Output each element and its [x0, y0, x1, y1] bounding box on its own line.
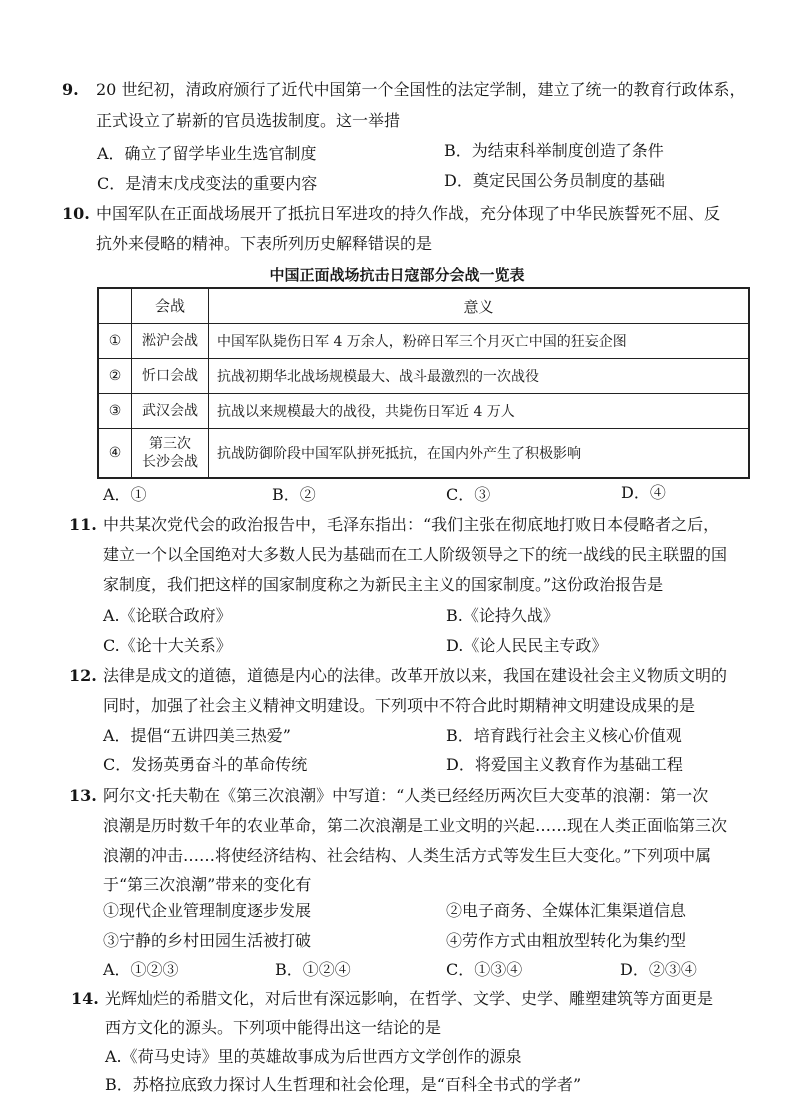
q14-option-b: B．苏格拉底致力探讨人生哲理和社会伦理，是“百科全书式的学者” — [105, 1075, 582, 1094]
q13-option-b: B．①②④ — [275, 960, 351, 979]
q13-stem-4: 于“第三次浪潮”带来的变化有 — [103, 875, 312, 894]
q11-stem-1: 中共某次党代会的政治报告中，毛泽东指出：“我们主张在彻底地打败日本侵略者之后， — [103, 515, 720, 534]
row-battle: 武汉会战 — [132, 394, 209, 429]
row-meaning: 中国军队毙伤日军 4 万余人，粉碎日军三个月灭亡中国的狂妄企图 — [209, 324, 750, 359]
q9-option-b: B．为结束科举制度创造了条件 — [444, 141, 664, 160]
q9-number: 9. — [62, 80, 79, 99]
q14-option-a: A.《荷马史诗》里的英雄故事成为后世西方文学创作的源泉 — [105, 1047, 522, 1066]
q13-statement-2: ②电子商务、全媒体汇集渠道信息 — [446, 901, 687, 920]
row-index: ③ — [98, 394, 132, 429]
q9-option-c: C．是清末戊戌变法的重要内容 — [97, 174, 318, 193]
row-battle — [132, 429, 209, 479]
row-index: ④ — [98, 429, 132, 479]
q12-stem-1: 法律是成文的道德，道德是内心的法律。改革开放以来，我国在建设社会主义物质文明的 — [103, 666, 728, 685]
q14-line1 — [71, 984, 713, 1014]
header-meaning: 意义 — [209, 288, 750, 324]
q10-stem-2: 抗外来侵略的精神。下表所列历史解释错误的是 — [96, 234, 433, 253]
table-row — [98, 359, 749, 394]
table-row — [98, 429, 749, 479]
q13-number: 13. — [69, 786, 97, 805]
table-row — [98, 324, 749, 359]
q11-option-c: C.《论十大关系》 — [103, 636, 232, 655]
q12-option-d: D．将爱国主义教育作为基础工程 — [446, 755, 683, 774]
q13-option-d: D．②③④ — [620, 960, 697, 979]
q9-option-a: A．确立了留学毕业生选官制度 — [97, 144, 317, 163]
header-battle: 会战 — [132, 288, 209, 324]
q11-number: 11. — [69, 515, 97, 534]
q14-stem-2: 西方文化的源头。下列项中能得出这一结论的是 — [105, 1018, 442, 1037]
q12-option-c: C．发扬英勇奋斗的革命传统 — [103, 755, 308, 774]
q10-option-d: D．④ — [621, 483, 666, 502]
row-index: ① — [98, 324, 132, 359]
q13-statement-3: ③宁静的乡村田园生活被打破 — [103, 931, 312, 950]
q12-option-b: B．培育践行社会主义核心价值观 — [446, 726, 682, 745]
q10-number: 10. — [62, 204, 90, 223]
q12-option-a: A．提倡“五讲四美三热爱” — [103, 726, 291, 745]
row-meaning: 抗战以来规模最大的战役，共毙伤日军近 4 万人 — [209, 394, 750, 429]
q9-stem-2: 正式设立了崭新的官员选拔制度。这一举措 — [96, 111, 401, 130]
q9-line1 — [62, 75, 745, 105]
q13-stem-3: 浪潮的冲击……将使经济结构、社会结构、人类生活方式等发生巨大变化。”下列项中属 — [103, 846, 712, 865]
q10-option-b: B．② — [272, 485, 316, 504]
row-battle: 忻口会战 — [132, 359, 209, 394]
q14-number: 14. — [71, 989, 99, 1008]
row-battle-line1: 第三次 — [149, 436, 191, 452]
q9-option-d: D．奠定民国公务员制度的基础 — [444, 171, 665, 190]
row-meaning: 抗战防御阶段中国军队拼死抵抗，在国内外产生了积极影响 — [209, 429, 750, 479]
header-index — [98, 288, 132, 324]
row-battle-line2: 长沙会战 — [142, 454, 198, 470]
q11-option-a: A.《论联合政府》 — [103, 606, 232, 625]
q10-line1 — [62, 199, 720, 229]
table-caption: 中国正面战场抗击日寇部分会战一览表 — [269, 266, 525, 284]
q10-option-c: C．③ — [446, 485, 491, 504]
q12-line1 — [69, 661, 727, 691]
q11-line1 — [69, 510, 719, 540]
row-index: ② — [98, 359, 132, 394]
q11-stem-3: 家制度，我们把这样的国家制度称之为新民主主义的国家制度。”这份政治报告是 — [103, 575, 664, 594]
battle-table — [97, 287, 750, 479]
row-battle: 淞沪会战 — [132, 324, 209, 359]
table-header-row — [98, 288, 749, 324]
q13-stem-1: 阿尔文·托夫勒在《第三次浪潮》中写道：“人类已经经历两次巨大变革的浪潮：第一次 — [103, 786, 709, 805]
q10-stem-1: 中国军队在正面战场展开了抵抗日军进攻的持久作战，充分体现了中华民族誓死不屈、反 — [96, 204, 721, 223]
q13-stem-2: 浪潮是历时数千年的农业革命，第二次浪潮是工业文明的兴起……现在人类正面临第三次 — [103, 816, 728, 835]
q13-line1 — [69, 781, 708, 811]
q13-option-c: C．①③④ — [446, 960, 523, 979]
q9-stem-1: 20 世纪初，清政府颁行了近代中国第一个全国性的法定学制，建立了统一的教育行政体系， — [96, 80, 746, 99]
q11-option-d: D.《论人民民主专政》 — [446, 636, 608, 655]
q14-stem-1: 光辉灿烂的希腊文化，对后世有深远影响，在哲学、文学、史学、雕塑建筑等方面更是 — [105, 989, 714, 1008]
q13-statement-1: ①现代企业管理制度逐步发展 — [103, 901, 312, 920]
q13-option-a: A．①②③ — [103, 960, 179, 979]
row-meaning: 抗战初期华北战场规模最大、战斗最激烈的一次战役 — [209, 359, 750, 394]
q12-stem-2: 同时，加强了社会主义精神文明建设。下列项中不符合此时期精神文明建设成果的是 — [103, 696, 696, 715]
q13-statement-4: ④劳作方式由粗放型转化为集约型 — [446, 931, 687, 950]
q11-option-b: B.《论持久战》 — [446, 606, 559, 625]
q12-number: 12. — [69, 666, 97, 685]
table-row — [98, 394, 749, 429]
q10-option-a: A．① — [103, 485, 147, 504]
q11-stem-2: 建立一个以全国绝对大多数人民为基础而在工人阶级领导之下的统一战线的民主联盟的国 — [103, 545, 728, 564]
